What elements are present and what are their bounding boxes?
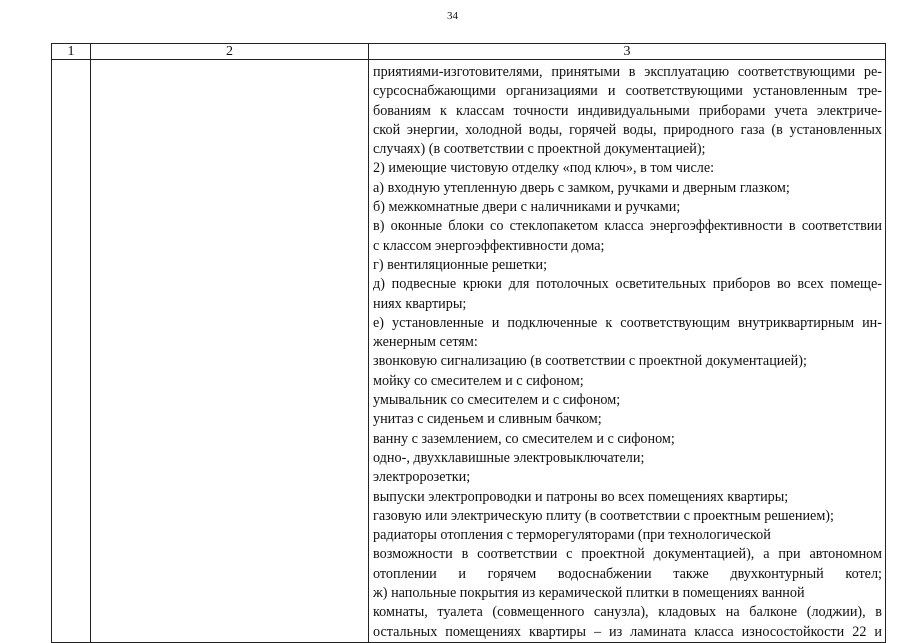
text-line: б) межкомнатные двери с наличниками и ручками; <box>373 199 681 216</box>
text-line: д) подвесные крюки для потолочных осветительных приборов во всех помеще- <box>373 276 882 293</box>
text-line: случаях) (в соответствии с проектной документацией); <box>373 141 706 158</box>
text-line: умывальник со смесителем и с сифоном; <box>373 392 621 409</box>
text-line: газовую или электрическую плиту (в соответствии с проектным решением); <box>373 507 834 524</box>
text-line: электророзетки; <box>373 469 471 486</box>
text-line: мойку со смесителем и с сифоном; <box>373 372 584 389</box>
text-line: радиаторы отопления с терморегуляторами (при технологической <box>373 527 771 544</box>
text-line: выпуски электропроводки и патроны во всех помещениях квартиры; <box>373 488 789 505</box>
text-line: е) установленные и подключенные к соответствующим внутриквартирным ин- <box>373 314 882 331</box>
text-line: ж) напольные покрытия из керамической плитки в помещениях ванной <box>373 585 805 602</box>
text-line: г) вентиляционные решетки; <box>373 256 548 273</box>
text-line: отоплении и горячем водоснабжении также двухконтурный котел; <box>373 565 882 582</box>
text-line: с классом энергоэффективности дома; <box>373 237 605 254</box>
column-1-cell <box>52 60 91 643</box>
table-header-row <box>52 44 886 60</box>
text-line: 2) имеющие чистовую отделку «под ключ», в том числе: <box>373 160 715 177</box>
column-header-2: 2 <box>91 44 369 60</box>
page-number: 34 <box>447 10 458 22</box>
text-line: ской энергии, холодной воды, горячей воды, природного газа (в установленных <box>373 121 882 138</box>
text-line: звонковую сигнализацию (в соответствии с проектной документацией); <box>373 353 807 370</box>
text-line: остальных помещениях квартиры – из ламината класса износостойкости 22 и <box>373 623 882 640</box>
document-table <box>51 43 886 643</box>
text-line: ниях квартиры; <box>373 295 467 312</box>
column-2-cell <box>91 60 369 643</box>
text-line: приятиями-изготовителями, принятыми в эксплуатацию соответствующими ре- <box>373 64 882 80</box>
text-line: комнаты, туалета (совмещенного санузла), кладовых на балконе (лоджии), в <box>373 604 882 621</box>
text-line: сурсоснабжающими организациями и соответствующими установленным тре- <box>373 83 882 100</box>
text-line: унитаз с сиденьем и сливным бачком; <box>373 411 602 428</box>
column-3-text <box>369 60 885 642</box>
column-header-3: 3 <box>369 44 886 60</box>
text-line: ванну с заземлением, со смесителем и с сифоном; <box>373 430 675 447</box>
text-line: в) оконные блоки со стеклопакетом класса энергоэффективности в соответствии <box>373 218 882 235</box>
text-line: а) входную утепленную дверь с замком, ручками и дверным глазком; <box>373 179 790 196</box>
text-line: одно-, двухклавишные электровыключатели; <box>373 449 645 466</box>
column-header-1: 1 <box>52 44 91 60</box>
table-row <box>52 60 886 643</box>
text-line: женерным сетям: <box>373 334 478 351</box>
text-line: бованиям к классам точности индивидуальными приборами учета электриче- <box>373 102 882 119</box>
column-3-cell <box>369 60 886 643</box>
text-line: возможности в соответствии с проектной документацией), а при автономном <box>373 546 882 563</box>
